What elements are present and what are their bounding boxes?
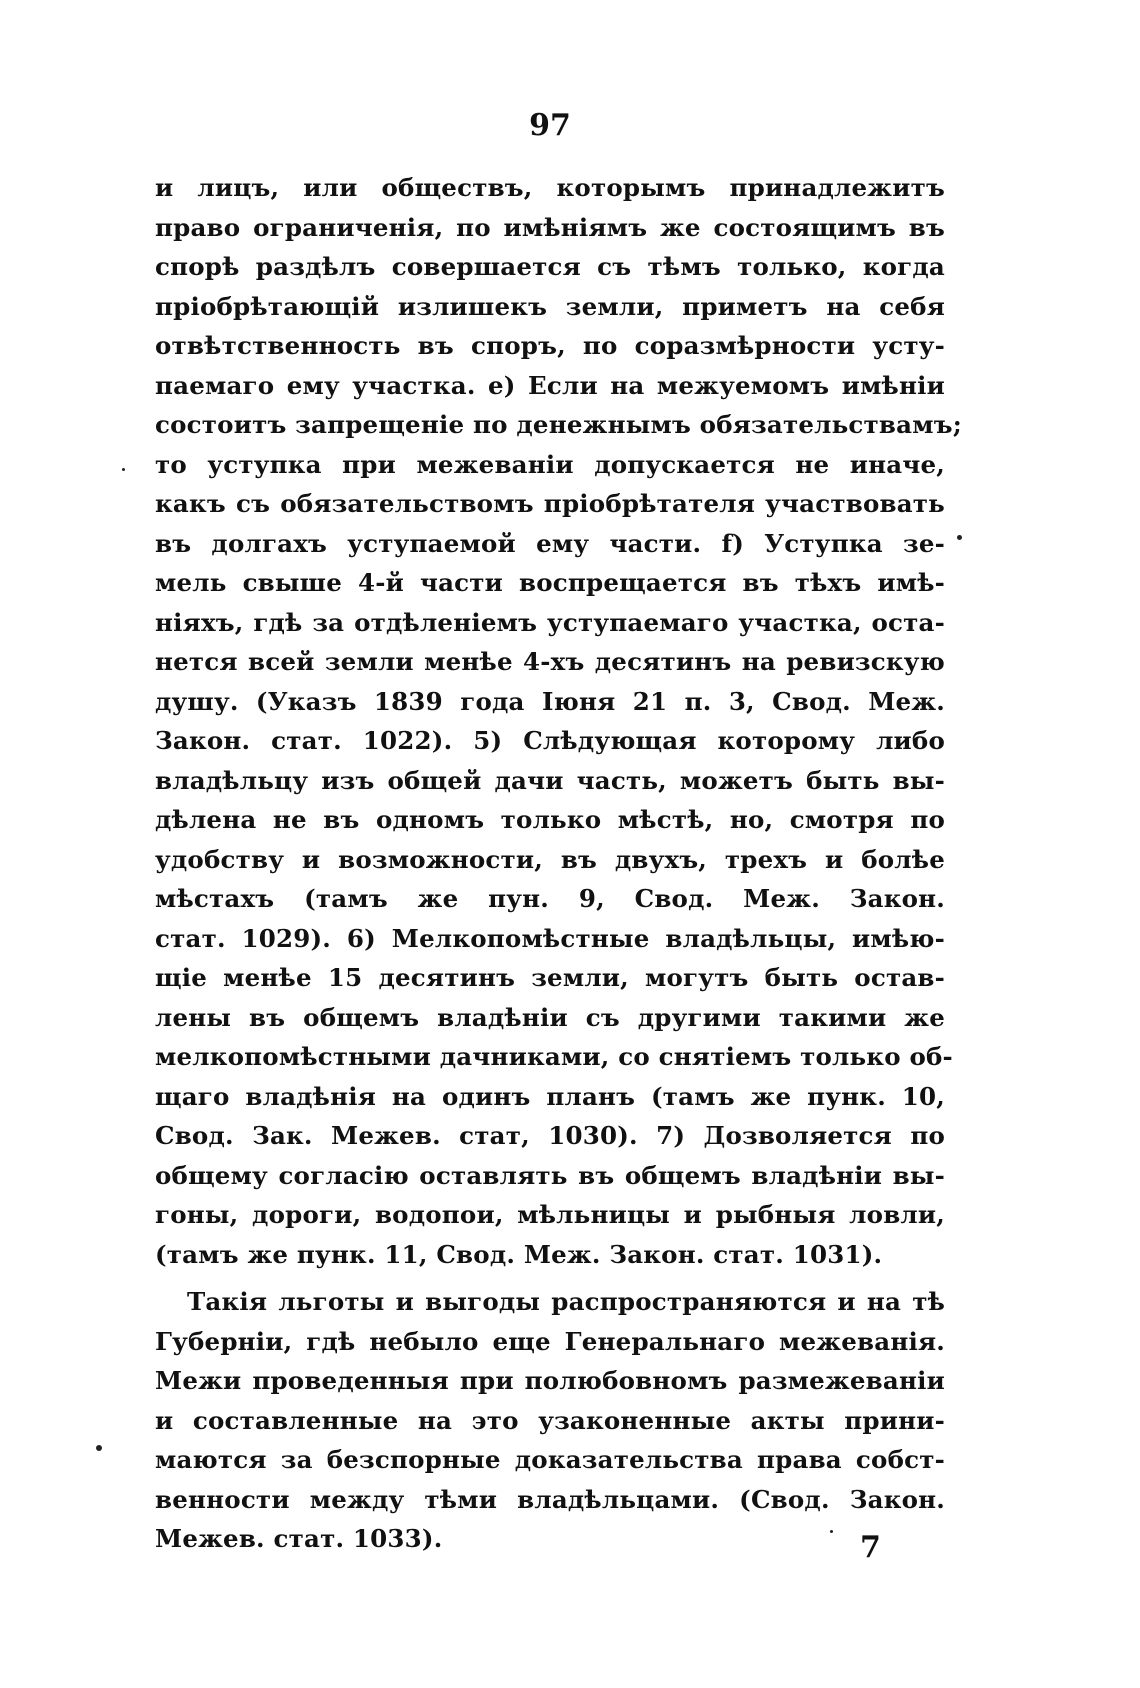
text-line: мель свыше 4-й части воспрещается въ тѣхъ имѣ- <box>155 568 945 597</box>
text-line: венности между тѣми владѣльцами. (Свод. Закон. <box>155 1484 945 1514</box>
paragraph-2 <box>155 1282 945 1559</box>
text-line: и лицъ, или обществъ, которымъ принадлежитъ <box>155 173 945 202</box>
signature-mark: 7 <box>860 1530 881 1565</box>
text-line: отвѣтственность въ споръ, по соразмѣрности усту- <box>155 331 945 360</box>
text-line: то уступка при межеваніи допускается не иначе, <box>155 449 945 479</box>
text-line: пріобрѣтающій излишекъ земли, приметъ на себя <box>155 291 945 321</box>
text-line: Свод. Зак. Межев. стат, 1030). 7) Дозволяется по <box>155 1121 945 1150</box>
text-line: паемаго ему участка. е) Если на межуемомъ имѣніи <box>155 370 945 400</box>
text-line: стат. 1029). 6) Мелкопомѣстные владѣльцы, имѣю- <box>155 923 945 953</box>
text-line: дѣлена не въ одномъ только мѣстѣ, но, смотря по <box>155 805 945 834</box>
scan-speck <box>122 468 125 471</box>
text-line: гоны, дороги, водопои, мѣльницы и рыбныя ловли, <box>155 1200 945 1229</box>
text-line: душу. (Указъ 1839 года Іюня 21 п. 3, Свод. Меж. <box>155 686 945 716</box>
text-line: Межев. стат. 1033). <box>155 1524 443 1553</box>
body-text <box>155 168 962 1559</box>
paragraph-1 <box>155 168 962 1274</box>
text-line: спорѣ раздѣлъ совершается съ тѣмъ только, когда <box>155 252 945 281</box>
page-number: 97 <box>529 108 571 143</box>
scan-speck <box>830 1530 833 1533</box>
text-line: ніяхъ, гдѣ за отдѣленіемъ уступаемаго участка, оста- <box>155 607 945 637</box>
text-line: Губерніи, гдѣ небыло еще Генеральнаго межеванія. <box>155 1326 945 1356</box>
text-line: и составленные на это узаконенные акты прини- <box>155 1405 945 1435</box>
scan-speck <box>957 535 962 540</box>
text-line: какъ съ обязательствомъ пріобрѣтателя участвовать <box>155 489 945 518</box>
text-line: щіе менѣе 15 десятинъ земли, могутъ быть остав- <box>155 963 945 992</box>
text-line: (тамъ же пунк. 11, Свод. Меж. Закон. стат. 1031). <box>155 1239 883 1269</box>
text-line: мѣстахъ (тамъ же пун. 9, Свод. Меж. Закон. <box>155 884 945 913</box>
text-line: Межи проведенныя при полюбовномъ размежеваніи <box>155 1366 945 1395</box>
text-line: мелкопомѣстными дачниками, со снятіемъ только об- <box>155 1042 953 1071</box>
text-line: право ограниченія, по имѣніямъ же состоящимъ въ <box>155 212 945 242</box>
text-line: владѣльцу изъ общей дачи часть, можетъ быть вы- <box>155 765 945 795</box>
text-line: Такія льготы и выгоды распространяются и на тѣ <box>187 1287 945 1316</box>
text-line: общему согласію оставлять въ общемъ владѣніи вы- <box>155 1160 945 1190</box>
text-line: состоитъ запрещеніе по денежнымъ обязательствамъ; <box>155 410 962 439</box>
text-line: нется всей земли менѣе 4-хъ десятинъ на ревизскую <box>155 647 945 676</box>
text-line: удобству и возможности, въ двухъ, трехъ и болѣе <box>155 844 945 874</box>
text-line: лены въ общемъ владѣніи съ другими такими же <box>155 1002 945 1032</box>
scan-speck <box>96 1445 102 1451</box>
text-line: щаго владѣнія на одинъ планъ (тамъ же пунк. 10, <box>155 1081 945 1111</box>
text-line: Закон. стат. 1022). 5) Слѣдующая которому либо <box>155 726 945 755</box>
text-line: маются за безспорные доказательства права собст- <box>155 1445 945 1474</box>
text-line: въ долгахъ уступаемой ему части. f) Уступка зе- <box>155 528 945 558</box>
